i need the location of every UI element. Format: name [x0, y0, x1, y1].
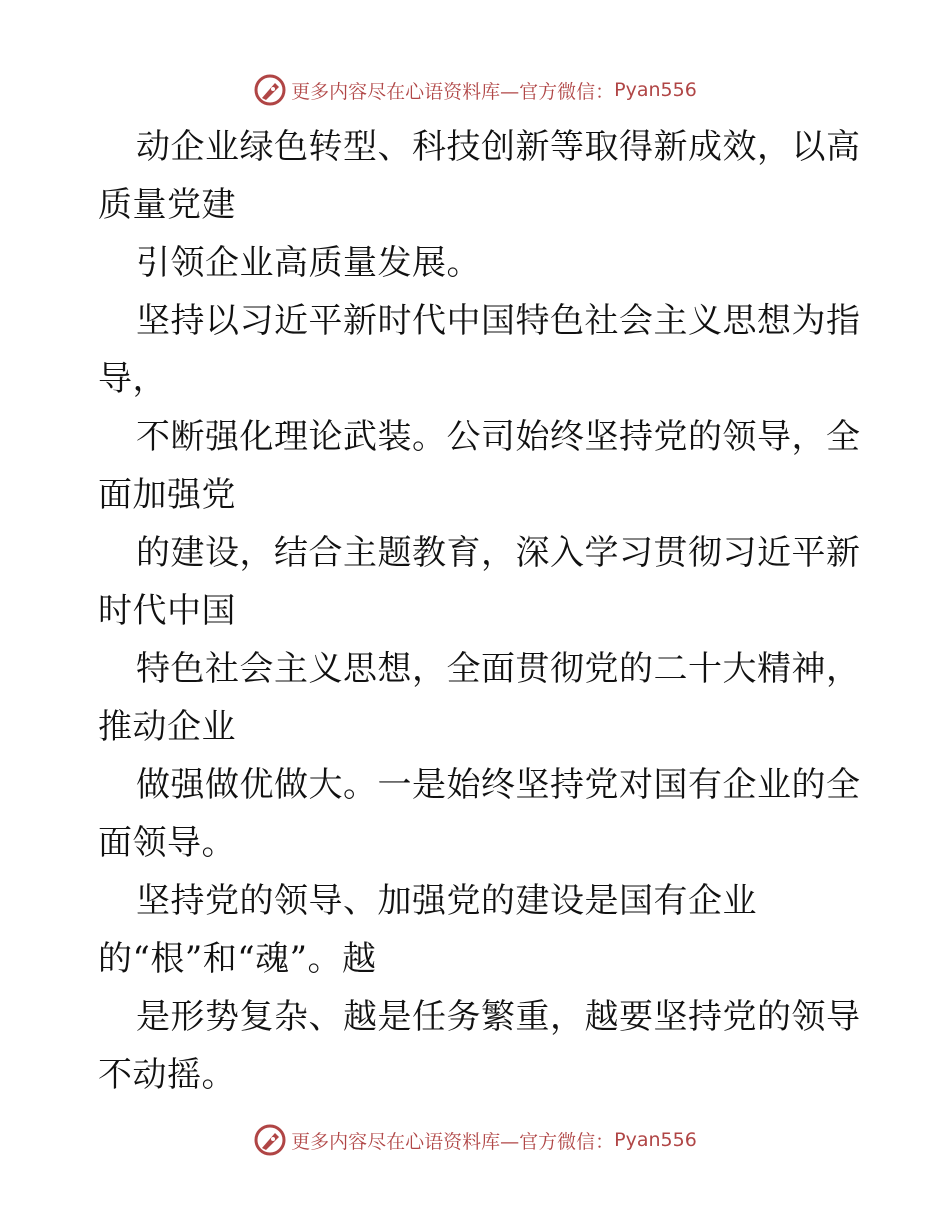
- pen-nib-logo-icon: [253, 73, 287, 107]
- text-line: 质量党建: [98, 185, 236, 225]
- banner-text: 更多内容尽在心语资料库—官方微信：: [291, 1130, 615, 1153]
- text-line: 的“根”和“魂”。越: [98, 939, 377, 979]
- text-line: 时代中国: [98, 591, 236, 631]
- banner-text: 更多内容尽在心语资料库—官方微信：: [291, 80, 615, 103]
- text-line: 引领企业高质量发展。: [136, 243, 481, 283]
- text-line: 坚持以习近平新时代中国特色社会主义思想为指: [136, 301, 861, 341]
- text-line: 导，: [98, 359, 167, 399]
- text-line: 动企业绿色转型、科技创新等取得新成效，以高: [136, 127, 861, 167]
- text-line: 不断强化理论武装。公司始终坚持党的领导，全: [136, 417, 861, 457]
- footer-watermark-banner: [0, 1120, 950, 1160]
- banner-wechat-id: Pyan556: [614, 1129, 697, 1151]
- text-line: 面领导。: [98, 823, 236, 863]
- text-line: 的建设，结合主题教育，深入学习贯彻习近平新: [136, 533, 861, 573]
- text-line: 做强做优做大。一是始终坚持党对国有企业的全: [136, 765, 861, 805]
- header-watermark-banner: [0, 70, 950, 110]
- text-line: 是形势复杂、越是任务繁重，越要坚持党的领导: [136, 997, 861, 1037]
- pen-nib-logo-icon: [253, 1123, 287, 1157]
- text-line: 坚持党的领导、加强党的建设是国有企业: [136, 881, 757, 921]
- text-line: 特色社会主义思想，全面贯彻党的二十大精神，: [136, 649, 861, 689]
- document-body: [98, 118, 861, 1104]
- text-line: 推动企业: [98, 707, 236, 747]
- banner-wechat-id: Pyan556: [614, 79, 697, 101]
- text-line: 不动摇。: [98, 1055, 236, 1095]
- text-line: 面加强党: [98, 475, 236, 515]
